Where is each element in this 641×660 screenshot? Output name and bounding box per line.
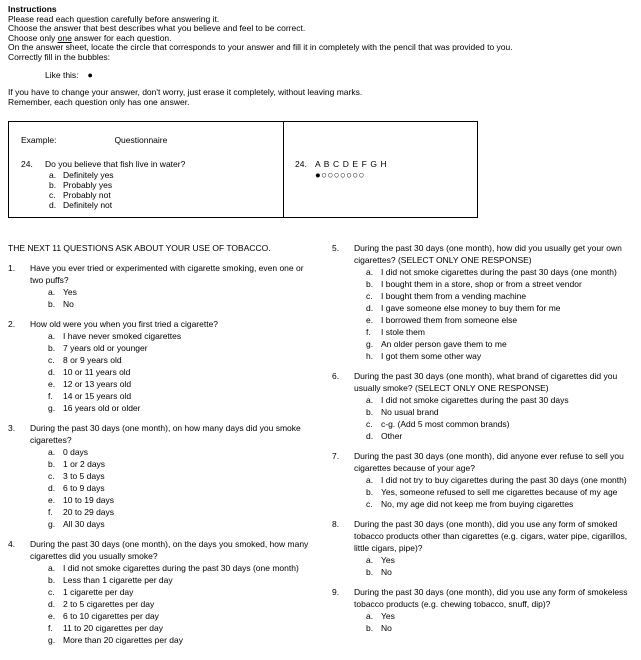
instructions-footer [8,88,633,107]
question-text: Have you ever tried or experimented with cigarette smoking, even one or two puffs? [30,263,304,286]
option-letter: g. [48,403,56,414]
option-row [366,486,632,498]
question-block [8,422,314,530]
option-row [49,180,277,190]
option-letter: b. [366,407,374,418]
option-letter: b. [48,575,56,586]
option-text: 12 or 13 years old [63,379,132,390]
option-text: 20 to 29 days [63,507,115,518]
option-text: An older person gave them to me [381,339,507,350]
option-letter: f. [48,391,53,402]
option-text: Probably not [63,190,111,201]
instructions-section [8,5,633,107]
question-text: Do you believe that fish live in water? [45,159,186,170]
option-letter: b. [48,299,56,310]
options-list [366,554,632,578]
example-header [21,135,277,145]
option-letter: g. [48,519,56,530]
option-text: 2 to 5 cigarettes per day [63,599,155,610]
option-text: 11 to 20 cigarettes per day [63,623,164,634]
option-row [366,394,632,406]
option-text: 6 to 9 days [63,483,105,494]
option-letter: b. [48,459,56,470]
questions-area [8,242,633,654]
options-list [48,286,314,310]
left-column [8,242,314,654]
options-list [48,446,314,530]
option-letter: d. [366,431,374,442]
option-letter: b. [49,180,57,191]
question-text: During the past 30 days (one month), did you use any form of smoked tobacco products other than cigarettes (e.g. cigars, water pipe, cigarillos, little cigars, pipe)? [354,519,628,554]
option-letter: b. [366,623,374,634]
option-letter: a. [48,331,56,342]
instructions-body [8,15,633,63]
option-row [366,338,632,350]
option-row [366,314,632,326]
section-header: THE NEXT 11 QUESTIONS ASK ABOUT YOUR USE OF TOBACCO. [8,243,271,254]
example-label: Example: [21,135,57,146]
option-text: No [381,567,392,578]
option-text: More than 20 cigarettes per day [63,635,184,646]
question-number: 2. [8,319,16,330]
option-text: Definitely yes [63,170,114,181]
option-row [366,350,632,362]
option-row [366,266,632,278]
option-text: No [381,623,392,634]
option-text: Yes [381,611,395,622]
option-text: No, my age did not keep me from buying cigarettes [381,499,574,510]
option-text: I bought them in a store, shop or from a street vendor [381,279,582,290]
right-column [332,242,632,654]
text-segment: Remember, each question only has one answer. [8,96,190,107]
option-row [48,470,314,482]
option-text: 6 to 10 cigarettes per day [63,611,159,622]
option-text: Less than 1 cigarette per day [63,575,173,586]
option-row [48,482,314,494]
option-row [48,518,314,530]
option-letter: b. [366,279,374,290]
option-letter: c. [366,499,373,510]
option-row [48,378,314,390]
option-text: I did not smoke cigarettes during the past 30 days [381,395,569,406]
option-row [366,622,632,634]
example-question [21,159,277,169]
question-block [332,242,632,362]
option-letter: a. [49,170,57,181]
filled-bubble-icon: ● [87,69,93,80]
text-segment: If you have to change your answer, don't worry, just erase it completely, without leaving marks. [8,87,363,98]
option-row [48,562,314,574]
option-row [48,506,314,518]
option-text: No usual brand [381,407,439,418]
option-row [366,610,632,622]
option-letter: a. [48,447,56,458]
questionnaire-label: Questionnaire [114,135,168,146]
question-number: 7. [332,451,340,462]
option-row [366,566,632,578]
option-row [366,302,632,314]
option-letter: c. [48,355,55,366]
question-block [332,450,632,510]
option-letter: d. [366,303,374,314]
option-letter: d. [48,367,56,378]
option-text: 10 or 11 years old [63,367,131,378]
question-number: 5. [332,243,340,254]
question-number: 6. [332,371,340,382]
answer-letters-row [295,159,477,169]
text-segment: answer for each question. [71,32,172,43]
option-row [48,286,314,298]
options-list [366,474,632,510]
question-text: During the past 30 days (one month), what brand of cigarettes did you usually smoke? (SELECT ONLY ONE RESPONSE) [354,371,618,394]
question-number: 1. [8,263,16,274]
option-text: 0 days [63,447,89,458]
option-letter: g. [366,339,374,350]
option-text: Other [381,431,403,442]
option-row [48,622,314,634]
option-letter: b. [366,487,374,498]
option-text: 14 or 15 years old [63,391,132,402]
option-letter: e. [48,379,56,390]
questions-left [8,262,314,646]
option-letter: d. [48,599,56,610]
option-row [366,554,632,566]
option-text: I bought them from a vending machine [381,291,527,302]
option-text: Definitely not [63,200,113,211]
option-row [48,402,314,414]
option-text: I got them some other way [381,351,482,362]
option-text: I borrowed them from someone else [381,315,518,326]
option-text: 16 years old or older [63,403,141,414]
question-number: 4. [8,539,16,550]
option-letter: h. [366,351,374,362]
instruction-line [8,53,633,63]
option-letter: e. [48,611,56,622]
option-text: 3 to 5 days [63,471,105,482]
option-letter: c. [366,419,373,430]
option-text: I did not smoke cigarettes during the past 30 days (one month) [381,267,617,278]
like-this-line [45,71,633,81]
option-row [366,498,632,510]
option-text: 8 or 9 years old [63,355,122,366]
option-row [48,494,314,506]
option-letter: a. [366,395,374,406]
question-text: During the past 30 days (one month), on the days you smoked, how many cigarettes did you usually smoke? [30,539,309,562]
example-question-area [9,122,283,217]
option-letter: f. [366,327,371,338]
options-list [366,394,632,442]
instructions-title: Instructions [8,4,57,14]
option-row [49,190,277,200]
option-text: Yes [381,555,395,566]
text-segment: one [57,32,72,43]
question-block [332,586,632,634]
option-row [366,326,632,338]
answer-number: 24. [295,159,307,170]
option-text: I gave someone else money to buy them for me [381,303,561,314]
question-text: During the past 30 days (one month), did you use any form of smokeless tobacco products (e.g. chewing tobacco, snuff, dip)? [354,587,628,610]
option-letter: c. [48,587,55,598]
option-letter: f. [48,507,53,518]
like-this-label: Like this: [45,69,79,80]
option-text: Probably yes [63,180,113,191]
option-text: c-g. (Add 5 most common brands) [381,419,510,430]
option-row [48,598,314,610]
question-row [8,318,314,330]
question-row [332,370,632,394]
text-segment: Correctly fill in the bubbles: [8,51,111,62]
question-number: 3. [8,423,16,434]
option-row [366,474,632,486]
option-row [366,278,632,290]
example-options-list [49,170,277,210]
options-list [366,266,632,362]
option-letter: a. [48,563,56,574]
question-block [8,318,314,414]
instruction-line [8,98,633,108]
option-row [48,610,314,622]
option-letter: e. [48,495,56,506]
answer-letters: A B C D E F G H [315,159,388,170]
option-letter: a. [48,287,56,298]
option-row [366,290,632,302]
question-block [332,518,632,578]
option-letter: g. [48,635,56,646]
option-letter: b. [366,567,374,578]
option-text: 1 or 2 days [63,459,106,470]
option-text: All 30 days [63,519,105,530]
question-number: 24. [21,159,33,170]
example-box [8,121,478,218]
example-answer-area [284,122,477,217]
question-block [8,262,314,310]
option-text: 1 cigarette per day [63,587,134,598]
option-row [49,200,277,210]
option-text: No [63,299,74,310]
option-letter: c. [366,291,373,302]
option-letter: b. [48,343,56,354]
text-segment: On the answer sheet, locate the circle that corresponds to your answer and fill it in completely with the pencil that was provided to you. [8,42,513,53]
text-segment: Please read each question carefully before answering it. [8,13,220,24]
question-row [332,242,632,266]
option-row [49,170,277,180]
question-row [8,422,314,446]
option-row [48,634,314,646]
options-list [48,562,314,646]
option-letter: d. [49,200,57,211]
option-letter: a. [366,611,374,622]
option-text: Yes [63,287,77,298]
option-letter: c. [48,471,55,482]
option-text: 10 to 19 days [63,495,115,506]
question-block [8,538,314,646]
option-text: Yes, someone refused to sell me cigarettes because of my age [381,487,618,498]
question-row [332,518,632,554]
option-text: 7 years old or younger [63,343,148,354]
text-segment: Choose the answer that best describes what you believe and feel to be correct. [8,23,306,34]
option-letter: f. [48,623,53,634]
question-row [332,450,632,474]
question-block [332,370,632,442]
option-row [48,390,314,402]
option-row [48,354,314,366]
question-text: How old were you when you first tried a cigarette? [30,319,219,330]
question-text: During the past 30 days (one month), did anyone ever refuse to sell you cigarettes because of your age? [354,451,624,474]
question-text: During the past 30 days (one month), on how many days did you smoke cigarettes? [30,423,301,446]
option-letter: a. [366,267,374,278]
option-row [48,366,314,378]
question-text: During the past 30 days (one month), how did you usually get your own cigarettes? (SELECT ONLY ONE RESPONSE) [354,243,622,266]
option-text: I stole them [381,327,425,338]
options-list [366,610,632,634]
option-text: I have never smoked cigarettes [63,331,182,342]
question-row [8,538,314,562]
option-row [366,418,632,430]
option-letter: d. [48,483,56,494]
option-row [48,298,314,310]
option-row [48,446,314,458]
option-row [48,342,314,354]
option-row [48,574,314,586]
option-letter: e. [366,315,374,326]
option-letter: a. [366,475,374,486]
question-number: 8. [332,519,340,530]
question-number: 9. [332,587,340,598]
text-segment: Choose only [8,32,58,43]
answer-bubbles-row: ●○○○○○○○ [315,170,365,182]
questions-right [332,242,632,634]
option-letter: a. [366,555,374,566]
option-row [48,586,314,598]
question-row [8,262,314,286]
option-row [366,406,632,418]
option-letter: c. [49,190,56,201]
option-text: I did not smoke cigarettes during the past 30 days (one month) [63,563,299,574]
option-text: I did not try to buy cigarettes during the past 30 days (one month) [381,475,627,486]
option-row [48,458,314,470]
option-row [366,430,632,442]
question-row [332,586,632,610]
options-list [48,330,314,414]
option-row [48,330,314,342]
